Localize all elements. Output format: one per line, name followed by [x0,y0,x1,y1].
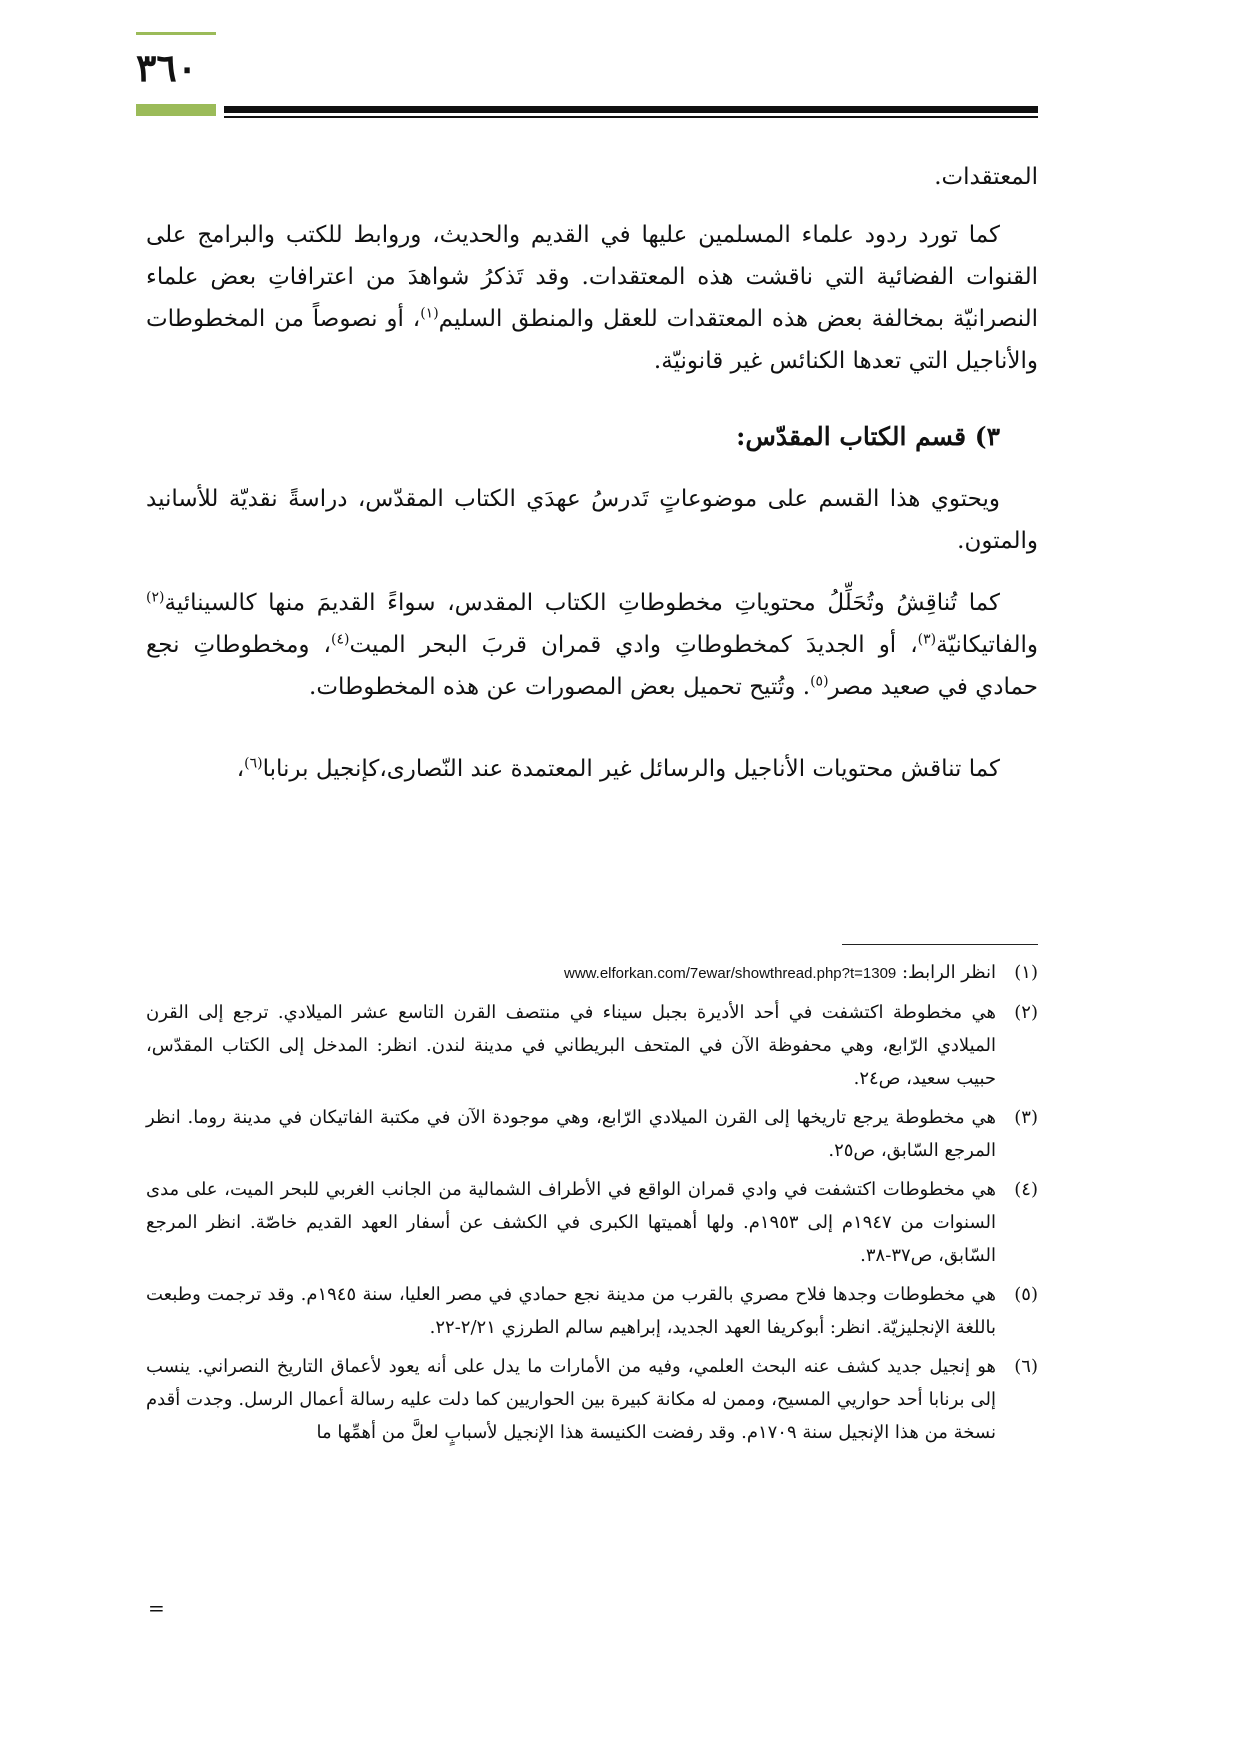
paragraph-3 [146,582,1038,708]
header-accent-line [136,32,216,35]
continuation-mark: = [148,1596,165,1620]
footnote-ref-4[interactable]: (٤) [330,631,350,648]
footnote-ref-1[interactable]: (١) [420,305,439,322]
footnote-separator [842,944,1038,945]
body-text [146,156,1038,198]
footnote-mark: (٥) [1014,1284,1038,1305]
header-rule-thin [224,116,1038,118]
footnote-ref-3[interactable]: (٣) [917,631,937,648]
footnote-3 [146,1101,1038,1167]
paragraph-3-text-d: ، ومخطوطاتِ نجع حمادي في صعيد مصر [146,632,1038,700]
paragraph-1 [146,214,1038,382]
paragraph-3-text-b: والفاتيكانيّة [936,632,1038,658]
footnote-text: هي مخطوطات اكتشفت في وادي قمران الواقع في الأطراف الشمالية من الجانب الغربي للبحر الميت، على مدى السنوات من ١٩٤٧م إلى ١٩٥٣م. ولها أهميتها الكبرى في الكشف عن أسفار العهد القديم خاصّة. انظر المرجع السّابق، ص٣٧-٣٨. [146,1179,996,1266]
paragraph-2-text: ويحتوي هذا القسم على موضوعاتٍ تَدرسُ عهدَي الكتاب المقدّس، دراسةً نقديّة للأسانيد والمتون. [146,486,1038,554]
footnote-text: انظر الرابط: [896,962,996,983]
header-green-bar [136,104,216,116]
footnote-mark: (٣) [1014,1107,1038,1128]
paragraph-4-text: كما تناقش محتويات الأناجيل والرسائل غير المعتمدة عند النّصارى،كإنجيل برنابا [262,756,1000,782]
footnote-mark: (٢) [1014,1002,1038,1023]
footnote-6 [146,1350,1038,1449]
footnote-text: هي مخطوطة اكتشفت في أحد الأديرة بجبل سيناء في منتصف القرن التاسع عشر الميلادي. ترجع إلى القرن الميلادي الرّابع، وهي محفوظة الآن في المتحف البريطاني في مدينة لندن. انظر: المدخل إلى الكتاب المقدّس، حبيب سعيد، ص٢٤. [146,1002,996,1089]
paragraph-4 [146,748,1038,790]
footnote-mark: (٦) [1014,1356,1038,1377]
paragraph-1-text: كما تورد ردود علماء المسلمين عليها في القديم والحديث، وروابط للكتب والبرامج على القنوات الفضائية التي ناقشت هذه المعتقدات. وقد تَذكرُ شواهدَ من اعترافاتِ بعض علماء النصرانيّة بمخالفة بعض هذه المعتقدات للعقل والمنطق السليم [146,222,1038,332]
paragraph-2 [146,478,1038,562]
footnote-text: هو إنجيل جديد كشف عنه البحث العلمي، وفيه من الأمارات ما يدل على أنه يعود لأعماق التاريخ النصراني. ينسب إلى برنابا أحد حواريي المسيح، وممن له مكانة كبيرة بين الحواريين كما دلت عليه رسالة أعمال الرسل. وجدت أقدم نسخة من هذا الإنجيل سنة ١٧٠٩م. وقد رفضت الكنيسة هذا الإنجيل لأسبابٍ لعلَّ من أهمِّها ما [146,1356,996,1443]
footnote-ref-2[interactable]: (٢) [146,589,165,606]
paragraph-3-text-a: كما تُناقِشُ وتُحَلِّلُ محتوياتِ مخطوطاتِ الكتاب المقدس، سواءً القديمَ منها كالسينائية [164,590,1000,616]
footnote-5 [146,1278,1038,1344]
paragraph-3-text-e: . وتُتيح تحميل بعض المصورات عن هذه المخطوطات. [309,674,811,700]
footnote-ref-6[interactable]: (٦) [244,755,263,772]
footnotes [146,956,1038,1455]
section-heading-container [146,416,1038,458]
footnote-mark: (١) [1014,962,1038,983]
footnote-mark: (٤) [1014,1179,1038,1200]
page-number: ٣٦٠ [136,45,198,90]
header-rule-thick [224,106,1038,113]
paragraph-continuation: المعتقدات. [934,164,1038,190]
footnote-link[interactable]: www.elforkan.com/7ewar/showthread.php?t=1309 [563,965,897,982]
footnote-text: هي مخطوطة يرجع تاريخها إلى القرن الميلادي الرّابع، وهي موجودة الآن في مكتبة الفاتيكان في مدينة روما. انظر المرجع السّابق، ص٢٥. [146,1107,996,1161]
paragraph-1-tail: ، أو نصوصاً من المخطوطات والأناجيل التي تعدها الكنائس غير قانونيّة. [146,306,1038,374]
paragraph-3-text-c: ، أو الجديدَ كمخطوطاتِ وادي قمران قربَ البحر الميت [349,632,918,658]
footnote-2 [146,996,1038,1095]
footnote-1 [146,956,1038,990]
footnote-ref-5[interactable]: (٥) [810,673,829,690]
paragraph-4-tail: ، [236,756,245,782]
footnote-text: هي مخطوطات وجدها فلاح مصري بالقرب من مدينة نجع حمادي في مصر العليا، سنة ١٩٤٥م. وقد ترجمت وطبعت باللغة الإنجليزيّة. انظر: أبوكريفا العهد الجديد، إبراهيم سالم الطرزي ٢/٢١-٢٢. [146,1284,996,1338]
section-heading: ٣) قسم الكتاب المقدّس: [736,422,1000,451]
footnote-4 [146,1173,1038,1272]
